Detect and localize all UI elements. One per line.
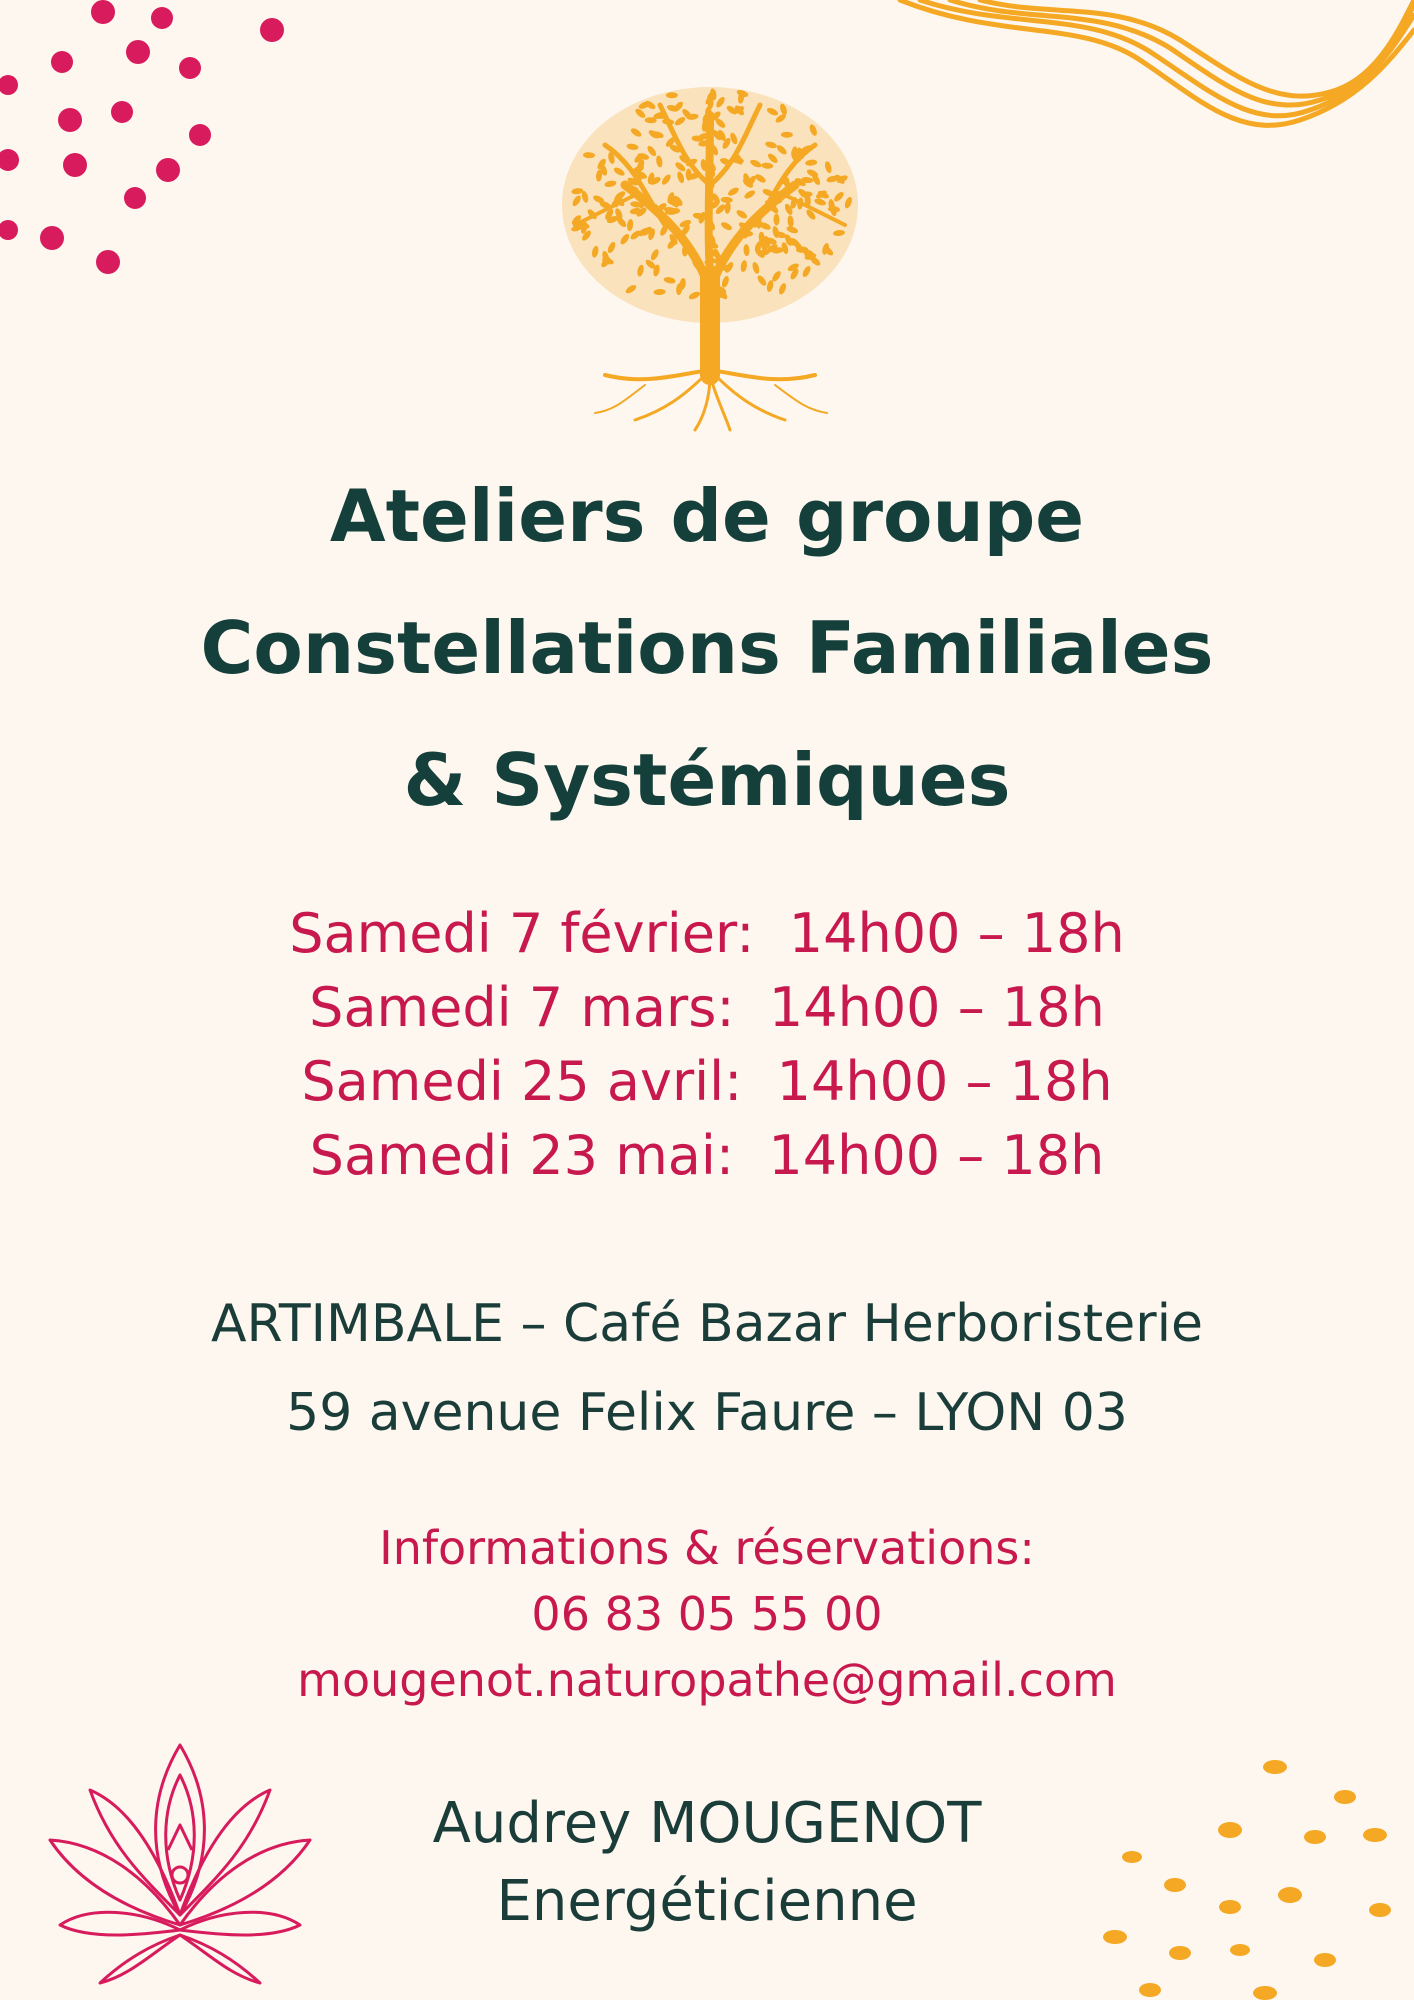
author-name: Audrey MOUGENOT	[432, 1791, 982, 1856]
title-line-1: Ateliers de groupe	[329, 474, 1085, 558]
phone-number[interactable]: 06 83 05 55 00	[531, 1587, 883, 1641]
title-line-3: & Systémiques	[403, 738, 1011, 822]
title-line-2: Constellations Familiales	[200, 606, 1214, 690]
author-signature	[0, 1785, 1414, 1941]
page-title	[0, 450, 1414, 846]
session-dates	[0, 897, 1414, 1193]
email-address[interactable]: mougenot.naturopathe@gmail.com	[297, 1653, 1117, 1707]
session-date: Samedi 7 mars: 14h00 – 18h	[309, 976, 1105, 1039]
session-date: Samedi 7 février: 14h00 – 18h	[289, 902, 1125, 965]
author-role: Energéticienne	[496, 1869, 918, 1934]
venue-name: ARTIMBALE – Café Bazar Herboristerie	[210, 1294, 1204, 1354]
pink-dots-decoration	[0, 0, 300, 290]
session-date: Samedi 25 avril: 14h00 – 18h	[301, 1050, 1113, 1113]
location	[0, 1280, 1414, 1458]
venue-address: 59 avenue Felix Faure – LYON 03	[286, 1383, 1128, 1443]
session-date: Samedi 23 mai: 14h00 – 18h	[309, 1124, 1105, 1187]
wave-lines-decoration	[880, 0, 1414, 150]
tree-of-life-icon	[545, 75, 875, 435]
contact-heading: Informations & réservations:	[379, 1521, 1035, 1575]
contact-info	[0, 1515, 1414, 1713]
